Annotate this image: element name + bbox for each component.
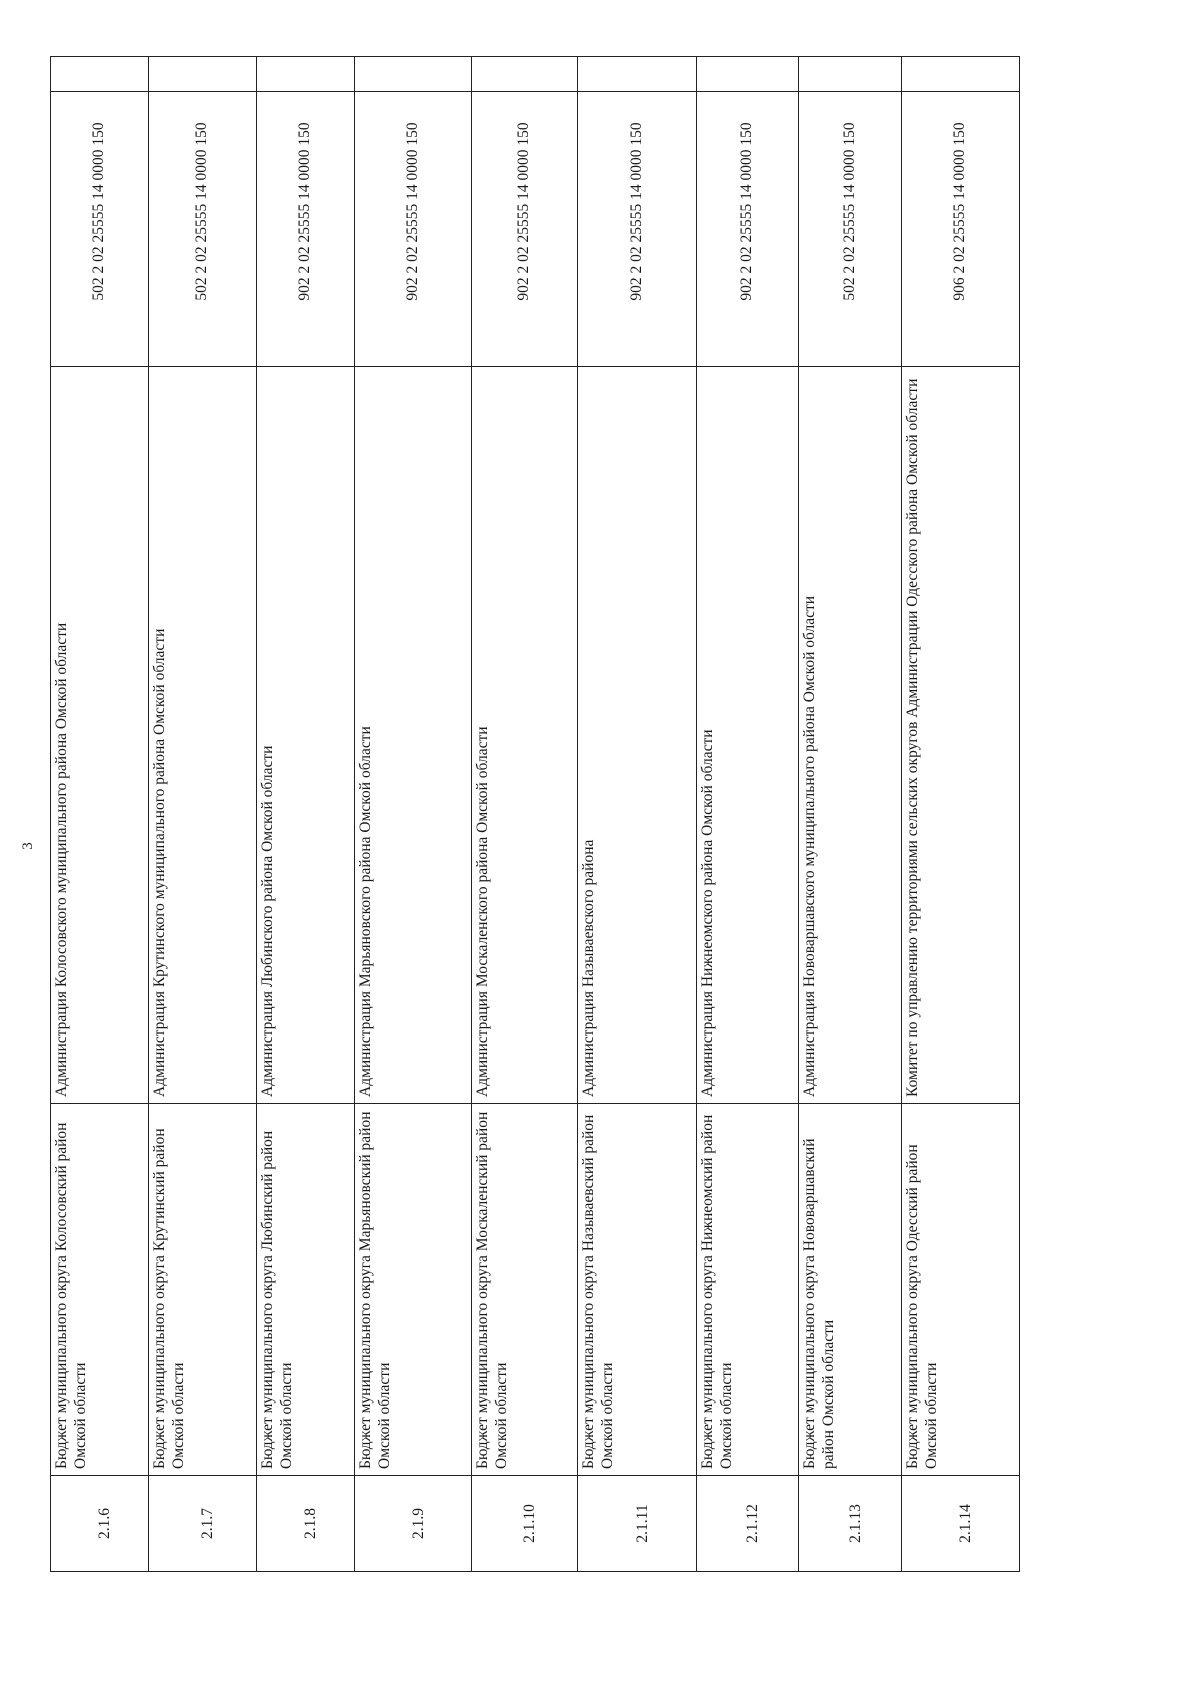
table-row	[51, 57, 149, 367]
admin-cell: Администрация Москаленского района Омской области	[472, 92, 578, 1104]
table-row	[472, 57, 578, 367]
table-row	[578, 57, 697, 367]
admin-cell: Администрация Нововаршавского муниципального района Омской области	[799, 92, 902, 1104]
table-row	[902, 57, 1020, 367]
row-number: 2.1.13	[799, 1476, 902, 1572]
admin-cell: Администрация Крутинского муниципального района Омской области	[149, 92, 257, 1104]
code-cell: 902 2 02 25555 14 0000 150	[355, 57, 472, 367]
code-cell: 906 2 02 25555 14 0000 150	[902, 57, 1020, 367]
code-cell: 902 2 02 25555 14 0000 150	[472, 57, 578, 367]
code-table	[50, 56, 1020, 367]
row-number: 2.1.6	[51, 1476, 149, 1572]
budget-cell: Бюджет муниципального округа Нижнеомский район Омской области	[697, 1104, 799, 1476]
admin-cell: Администрация Любинского района Омской области	[257, 92, 355, 1104]
code-cell: 502 2 02 25555 14 0000 150	[149, 57, 257, 367]
row-number: 2.1.7	[149, 1476, 257, 1572]
admin-cell: Администрация Колосовского муниципального района Омской области	[51, 92, 149, 1104]
code-cell: 502 2 02 25555 14 0000 150	[51, 57, 149, 367]
row-number: 2.1.9	[355, 1476, 472, 1572]
admin-cell: Администрация Называевского района	[578, 92, 697, 1104]
page-number: 3	[20, 842, 36, 850]
budget-cell: Бюджет муниципального округа Одесский район Омской области	[902, 1104, 1020, 1476]
admin-cell: Комитет по управлению территориями сельских округов Администрации Одесского района Омской области	[902, 92, 1020, 1104]
budget-cell: Бюджет муниципального округа Нововаршавский район Омской области	[799, 1104, 902, 1476]
row-number: 2.1.11	[578, 1476, 697, 1572]
table-row	[257, 57, 355, 367]
code-cell: 902 2 02 25555 14 0000 150	[697, 57, 799, 367]
admin-cell: Администрация Марьяновского района Омской области	[355, 92, 472, 1104]
budget-cell: Бюджет муниципального округа Колосовский район Омской области	[51, 1104, 149, 1476]
code-cell: 502 2 02 25555 14 0000 150	[799, 57, 902, 367]
code-cell: 902 2 02 25555 14 0000 150	[257, 57, 355, 367]
budget-cell: Бюджет муниципального округа Любинский район Омской области	[257, 1104, 355, 1476]
row-number: 2.1.14	[902, 1476, 1020, 1572]
table-row	[355, 57, 472, 367]
budget-cell: Бюджет муниципального округа Называевский район Омской области	[578, 1104, 697, 1476]
row-number: 2.1.8	[257, 1476, 355, 1572]
table-row	[697, 57, 799, 367]
table-row	[799, 57, 902, 367]
row-number: 2.1.12	[697, 1476, 799, 1572]
table-row	[149, 57, 257, 367]
row-number: 2.1.10	[472, 1476, 578, 1572]
code-cell: 902 2 02 25555 14 0000 150	[578, 57, 697, 367]
budget-cell: Бюджет муниципального округа Марьяновский район Омской области	[355, 1104, 472, 1476]
budget-cell: Бюджет муниципального округа Крутинский район Омской области	[149, 1104, 257, 1476]
budget-cell: Бюджет муниципального округа Москаленский район Омской области	[472, 1104, 578, 1476]
admin-cell: Администрация Нижнеомского района Омской области	[697, 92, 799, 1104]
